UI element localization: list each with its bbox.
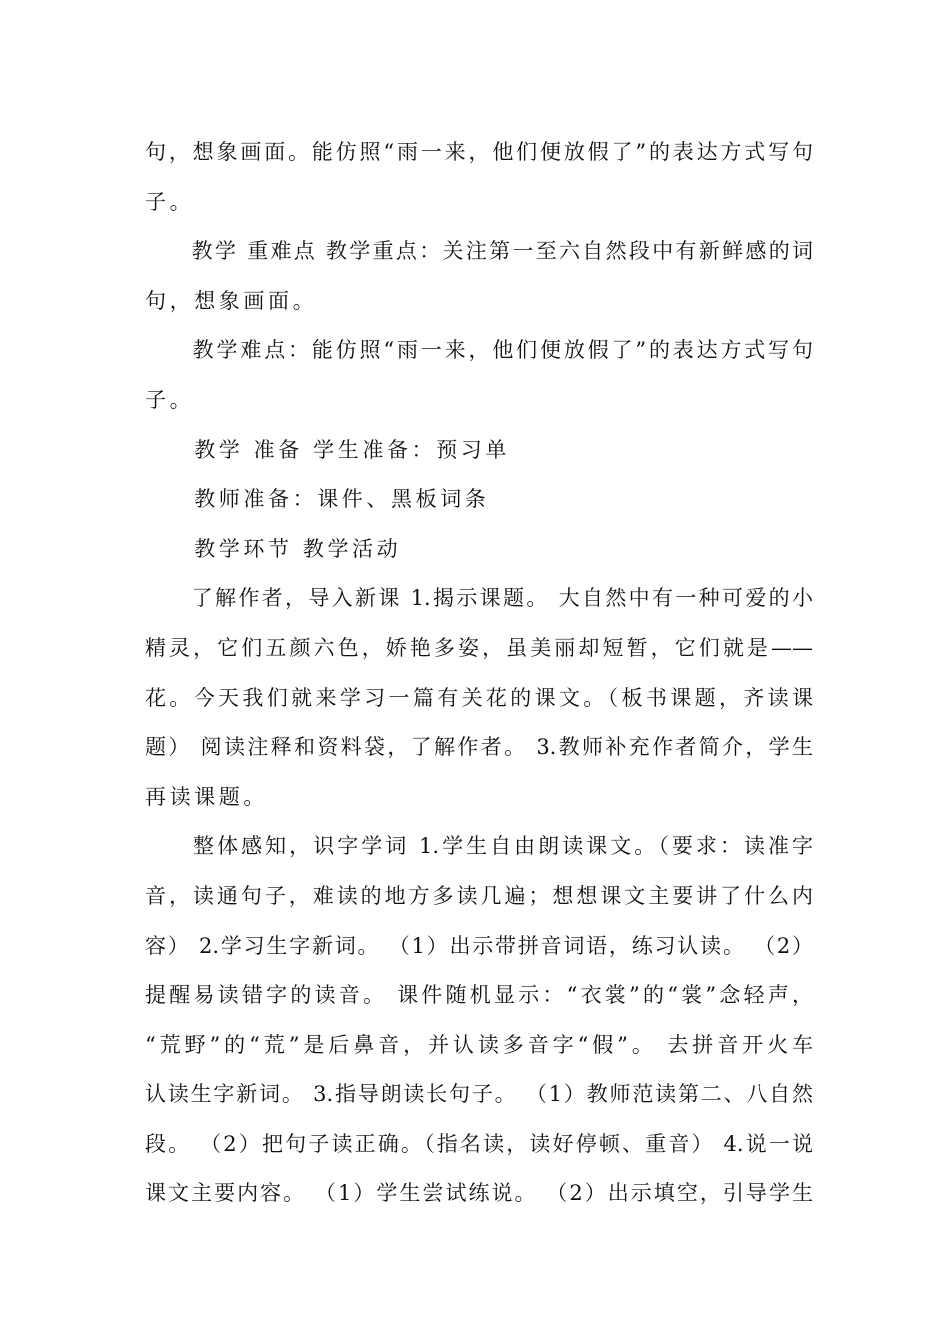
paragraph-introduction [145, 574, 813, 822]
text-line: 教学难点：能仿照“雨一来，他们便放假了”的表达方式写句 [145, 338, 813, 363]
text-line: 了解作者，导入新课 1.揭示课题。 大自然中有一种可爱的小 [145, 586, 813, 611]
paragraph-objectives-tail [145, 128, 813, 227]
text-line: 整体感知，识字学词 1.学生自由朗读课文。（要求：读准字 [145, 834, 813, 859]
text-line: 课文主要内容。 （1）学生尝试练说。 （2）出示填空，引导学生 [145, 1181, 813, 1206]
paragraph-overall-perception [145, 822, 813, 1219]
text-line: “荒野”的“荒”是后鼻音，并认读多音字“假”。 去拼音开火车 [145, 1032, 813, 1057]
text-line: 段。 （2）把句子读正确。（指名读，读好停顿、重音） 4.说一说 [145, 1131, 813, 1156]
paragraph-difficult-points [145, 326, 813, 425]
text-line: 认读生字新词。 3.指导朗读长句子。 （1）教师范读第二、八自然 [145, 1082, 813, 1107]
paragraph-student-preparation [145, 426, 813, 476]
text-line: 精灵，它们五颜六色，娇艳多姿，虽美丽却短暂，它们就是—— [145, 635, 813, 660]
document-body [145, 128, 813, 1219]
text-line: 再读课题。 [145, 784, 268, 809]
text-line: 教学 重难点 教学重点：关注第一至六自然段中有新鲜感的词 [145, 239, 813, 264]
text-line: 句，想象画面。 [145, 288, 318, 313]
text-line: 子。 [145, 387, 195, 412]
paragraph-key-points [145, 227, 813, 326]
text-line: 子。 [145, 189, 195, 214]
paragraph-section-header [145, 525, 813, 575]
text-line: 句，想象画面。能仿照“雨一来，他们便放假了”的表达方式写句 [145, 140, 813, 164]
text-line: 题） 阅读注释和资料袋，了解作者。 3.教师补充作者简介，学生 [145, 735, 813, 760]
text-line: 花。今天我们就来学习一篇有关花的课文。（板书课题，齐读课 [145, 685, 813, 710]
paragraph-teacher-preparation [145, 475, 813, 525]
text-line: 教师准备：课件、黑板词条 [145, 487, 490, 512]
text-line: 教学 准备 学生准备：预习单 [145, 437, 510, 462]
text-line: 提醒易读错字的读音。 课件随机显示：“衣裳”的“裳”念轻声， [145, 983, 813, 1008]
text-line: 容） 2.学习生字新词。 （1）出示带拼音词语，练习认读。 （2） [145, 933, 813, 958]
text-line: 音，读通句子，难读的地方多读几遍；想想课文主要讲了什么内 [145, 883, 813, 908]
text-line: 教学环节 教学活动 [145, 536, 402, 561]
